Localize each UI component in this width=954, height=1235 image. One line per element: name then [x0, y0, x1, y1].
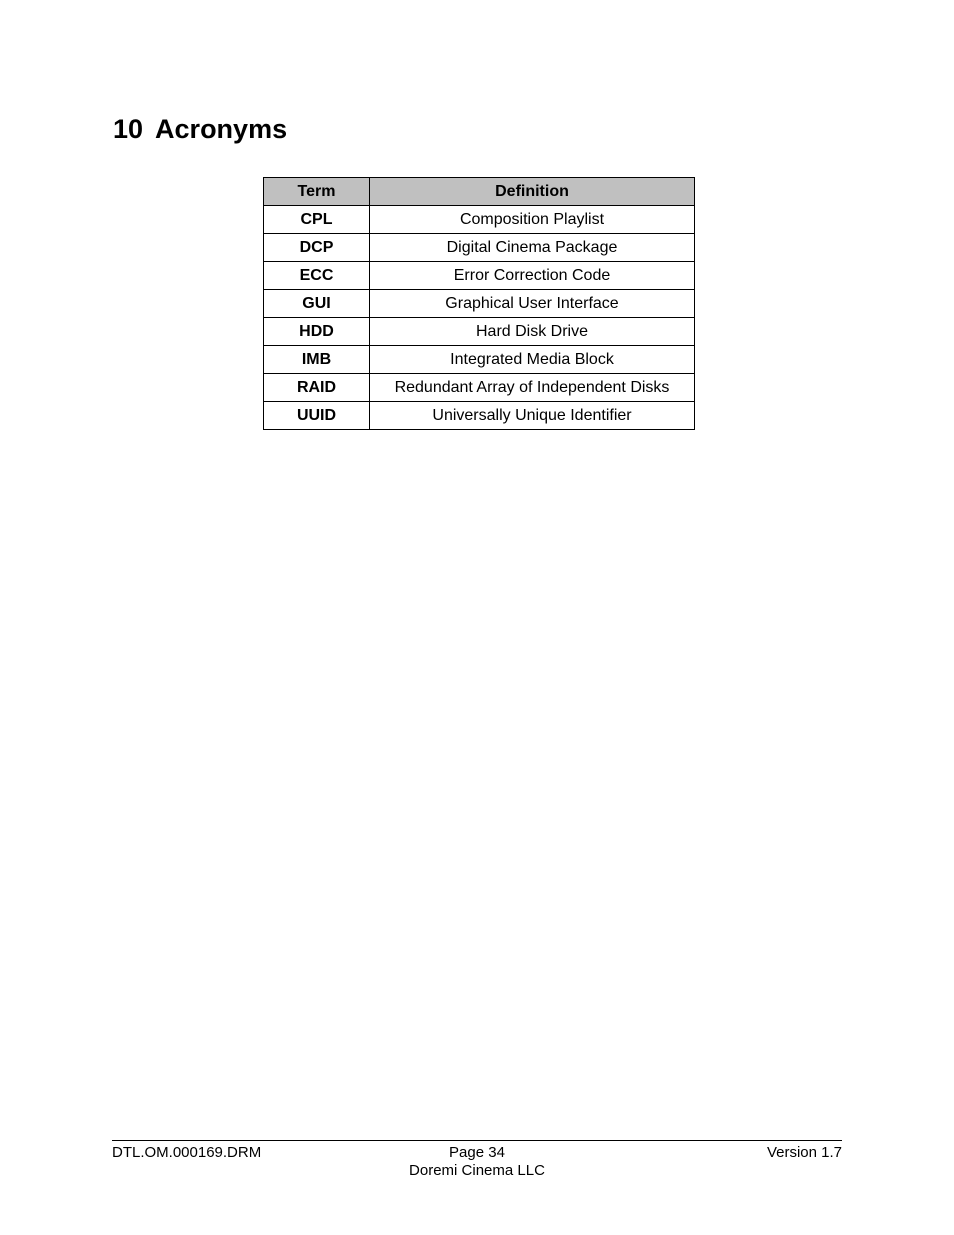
term-cell: UUID	[264, 402, 370, 430]
table-row	[264, 206, 695, 234]
definition-cell: Error Correction Code	[370, 262, 695, 290]
page-footer	[112, 1140, 842, 1180]
term-cell: ECC	[264, 262, 370, 290]
footer-version: Version 1.7	[766, 1144, 842, 1161]
definition-cell: Graphical User Interface	[370, 290, 695, 318]
table-header-row	[264, 178, 695, 206]
table-row	[264, 346, 695, 374]
definition-cell: Digital Cinema Package	[370, 234, 695, 262]
table-row	[264, 402, 695, 430]
term-cell: CPL	[264, 206, 370, 234]
footer-company: Doremi Cinema LLC	[409, 1162, 545, 1179]
term-cell: IMB	[264, 346, 370, 374]
definition-cell: Composition Playlist	[370, 206, 695, 234]
term-cell: RAID	[264, 374, 370, 402]
definition-cell: Hard Disk Drive	[370, 318, 695, 346]
table-row	[264, 374, 695, 402]
term-cell: DCP	[264, 234, 370, 262]
table-row	[264, 262, 695, 290]
table-row	[264, 290, 695, 318]
section-title: Acronyms	[155, 114, 288, 144]
definition-cell: Integrated Media Block	[370, 346, 695, 374]
footer-document-id: DTL.OM.000169.DRM	[112, 1144, 262, 1161]
footer-row	[112, 1144, 842, 1162]
acronyms-table	[263, 177, 695, 430]
definition-cell: Universally Unique Identifier	[370, 402, 695, 430]
column-header-term: Term	[264, 178, 370, 206]
section-heading	[113, 110, 287, 148]
section-number: 10	[113, 114, 144, 144]
term-cell: GUI	[264, 290, 370, 318]
definition-cell: Redundant Array of Independent Disks	[370, 374, 695, 402]
footer-page-number: Page 34	[449, 1144, 505, 1161]
term-cell: HDD	[264, 318, 370, 346]
table-row	[264, 318, 695, 346]
column-header-definition: Definition	[370, 178, 695, 206]
table-row	[264, 234, 695, 262]
